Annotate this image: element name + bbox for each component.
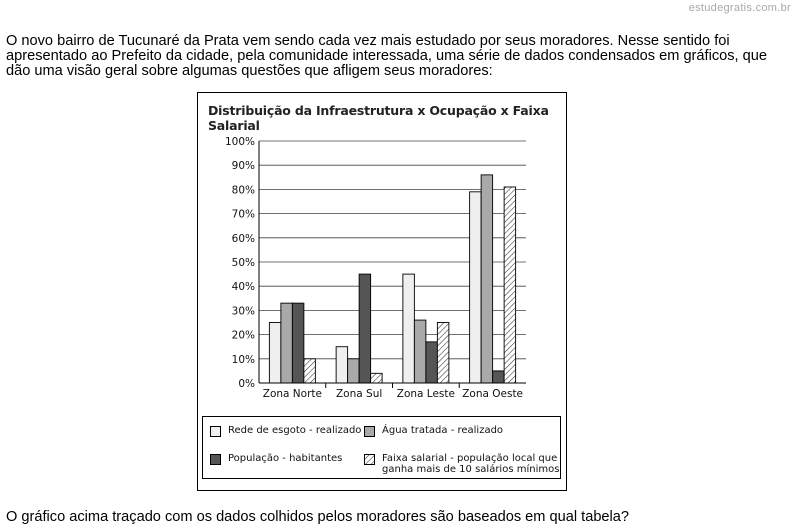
legend-swatch-population [210,454,221,465]
chart-legend [202,416,561,479]
bar [437,323,449,384]
legend-label-sewer: Rede de esgoto - realizado [228,425,362,436]
legend-item-water [364,425,503,437]
legend-label-salary-line2: ganha mais de 10 salários mínimos [382,464,560,475]
bar [304,359,316,383]
y-tick-label: 60% [231,232,255,245]
y-tick-label: 0% [238,378,255,390]
y-tick-label: 10% [231,353,255,366]
y-tick-label: 100% [224,136,255,148]
x-tick-label: Zona Sul [335,388,383,400]
legend-label-salary-line1: Faixa salarial - população local que [382,453,558,464]
bar [414,320,426,383]
bar [493,371,505,383]
bar [504,187,516,383]
bar [359,274,371,383]
bar [336,347,348,383]
chart-figure [197,92,567,491]
bar [403,274,415,383]
legend-item-salary [364,453,559,475]
y-tick-label: 70% [231,208,255,221]
legend-swatch-salary [364,454,375,465]
bar [470,192,482,383]
bar [348,359,360,383]
bar [292,303,304,383]
legend-label-population: População - habitantes [228,453,343,464]
y-tick-label: 80% [231,184,255,197]
question-paragraph: O gráfico acima traçado com os dados colhidos pelos moradores são baseados em qual tabela? [6,509,630,525]
legend-label-water: Água tratada - realizado [382,425,504,436]
bar [481,175,493,383]
y-tick-label: 90% [231,160,255,173]
intro-paragraph: O novo bairro de Tucunaré da Prata vem sendo cada vez mais estudado por seus moradores. Nesse sentido foi apresentado ao Prefeito da cidade, pela comunidade interessada, uma série de dados condensados em gráficos, que dão uma visão geral sobre algumas questões que afligem seus moradores: [6,33,767,79]
site-watermark: estudegratis.com.br [688,2,791,14]
y-tick-label: 40% [231,281,255,294]
bar [371,373,383,383]
bar [426,342,438,383]
x-tick-label: Zona Leste [396,388,455,400]
legend-swatch-water [364,426,375,437]
bar [269,323,281,384]
legend-item-sewer [210,425,361,437]
bar [281,303,293,383]
legend-swatch-sewer [210,426,221,437]
y-tick-label: 50% [231,257,255,269]
y-tick-label: 20% [231,329,255,342]
y-tick-label: 30% [231,305,255,318]
x-tick-label: Zona Oeste [462,388,524,400]
legend-item-population [210,453,342,465]
x-tick-label: Zona Norte [262,388,322,400]
legend-label-salary [382,453,559,475]
bar-chart [198,93,568,413]
chart-title: Distribuição da Infraestrutura x Ocupação x Faixa Salarial [208,103,549,133]
